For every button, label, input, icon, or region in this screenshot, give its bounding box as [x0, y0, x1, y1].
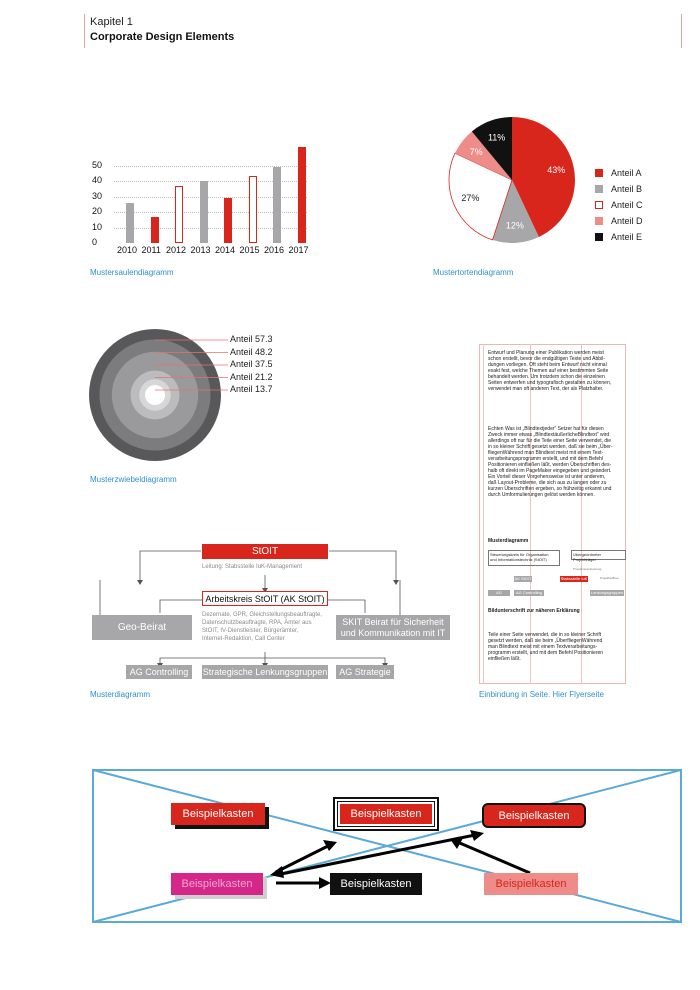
- pie-value-label: 11%: [487, 132, 506, 143]
- flyer-mini-label-b: Projektaufbau: [600, 576, 619, 580]
- flyer-text-line: verwendet man oft anderen Text, der als Platzhalter.: [488, 386, 604, 392]
- org-mid-desc-line: StOIT, IV-Dienstleister, Bürgerämter,: [202, 628, 299, 634]
- org-mid-desc-line: Datenschutzbeauftragte, RPA, Ämter aus: [202, 620, 312, 626]
- org-right-line: und Kommunikation mit IT: [340, 627, 446, 638]
- bar-x-label: 2014: [215, 245, 236, 255]
- bar-x-label: 2016: [264, 245, 285, 255]
- legend-label: Anteil D: [611, 216, 643, 226]
- legend-swatch: [595, 217, 603, 225]
- flyer-mini-left-line2: und Informationstechnik (StOIT): [490, 557, 547, 562]
- org-bottom-box-1: AG Controlling: [126, 665, 192, 679]
- legend-label: Anteil E: [611, 232, 643, 242]
- flyer-text-line: dungen vorliegen. Oft steht beim Entwurf nicht einmal: [488, 362, 607, 368]
- flyer-text-line: fliegenWährend man Blindtext meist mit einem Text-: [488, 450, 604, 456]
- bar-y-tick: 0: [92, 237, 98, 247]
- bar-2012: [175, 186, 183, 243]
- org-mid-description: [202, 611, 342, 643]
- flyer-text-line: man Blindtext meist mit einem Textverarbeitungs-: [488, 644, 598, 650]
- flyer-text-line: Entwurf und Planung einer Publikation werden meist: [488, 350, 604, 356]
- header-rule-right: [681, 14, 682, 48]
- org-bottom-box-2: Strategische Lenkungsgruppen: [202, 667, 328, 677]
- onion-chart: [80, 325, 320, 465]
- flyer-text-line: Teile einer Seite verwendet, die in so kleiner Schrift: [488, 632, 602, 638]
- pie-value-label: 7%: [469, 147, 483, 158]
- bar-x-label: 2017: [288, 245, 309, 255]
- flyer-diagram-caption: Bildunterschrift zur näheren Erklärung: [488, 608, 580, 614]
- flyer-paragraph-2: [488, 426, 628, 498]
- pie-legend-item: [595, 199, 643, 211]
- pie-value-label: 43%: [547, 165, 566, 176]
- legend-label: Anteil B: [611, 184, 643, 194]
- flyer-paragraph-3: [488, 632, 628, 662]
- flyer-text-line: programm erstellt, und mit dem Befehl Positionieren: [488, 650, 604, 656]
- flyer-text-line: Echten Was ist „Blindtextjeder“ Setzer hat für diesen: [488, 426, 604, 432]
- bar-y-tick: 20: [92, 206, 103, 216]
- bar-x-label: 2010: [117, 245, 138, 255]
- bar-x-label: 2011: [141, 245, 161, 255]
- flyer-mini-ag-strategie: AG Strategie: [488, 590, 510, 596]
- org-right-line: SKIT Beirat für Sicherheit: [342, 616, 444, 627]
- pie-value-label: 27%: [461, 193, 480, 204]
- bar-x-label: 2012: [166, 245, 187, 255]
- flyer-text-line: kurzen Überschriften ergeben, so frühzeitig erkannt und: [488, 486, 612, 492]
- flyer-mini-box-right: Übergeordneter Projektträger: [571, 550, 626, 560]
- bar-2016: [273, 167, 281, 243]
- flyer-text-line: schon erstellt, bevor die endgültigen Texte und Abbil-: [488, 356, 605, 362]
- example-box-4: Beispielkasten: [171, 873, 263, 895]
- onion-label-3: Anteil 37.5: [230, 359, 273, 369]
- example-box-2: Beispielkasten: [338, 802, 434, 826]
- example-frame: [0, 760, 700, 930]
- onion-chart-caption: Musterzwiebeldiagramm: [90, 475, 177, 484]
- bar-2010: [126, 203, 134, 243]
- flyer-mini-ag-controlling: AG Controlling: [515, 590, 542, 595]
- example-box-5: Beispielkasten: [330, 873, 422, 895]
- pie-value-label: 12%: [505, 220, 524, 231]
- bar-y-tick: 30: [92, 190, 103, 201]
- pie-legend-item: [595, 215, 643, 227]
- legend-label: Anteil A: [611, 168, 642, 178]
- org-mid-desc-line: Dezernate, GPR, Gleichstellungsbeauftragte,: [202, 612, 323, 618]
- bar-2017: [298, 147, 306, 243]
- onion-label-5: Anteil 13.7: [230, 384, 273, 394]
- flyer-text-line: halb oft direkt im PageMaker eingegeben und geändert.: [488, 468, 612, 474]
- pie-chart: [420, 110, 600, 250]
- example-box-6: Beispielkasten: [484, 873, 578, 895]
- bar-y-tick: 40: [92, 175, 103, 185]
- pie-chart-caption: Mustertortendiagramm: [433, 268, 514, 277]
- flyer-text-line: Seiten entwerfen und typografisch gestalten zu können,: [488, 380, 612, 386]
- flyer-paragraph-1: [488, 350, 628, 392]
- flyer-mini-label-a: Projektverantwortung: [573, 567, 602, 571]
- flyer-mini-lenkung: Lenkungsgruppen: [590, 590, 624, 595]
- legend-swatch: [595, 185, 603, 193]
- flyer-text-line: behandelt werden. Um trotzdem schon die einzelnen: [488, 374, 605, 380]
- flyer-mini-stab: Stabsstelle IuK: [560, 576, 588, 581]
- flyer-caption: Einbindung in Seite. Hier Flyerseite: [479, 690, 604, 699]
- flyer-text-line: Positionieren einfließen läßt, werden Überschriften des-: [488, 462, 612, 468]
- legend-swatch: [595, 233, 603, 241]
- flyer-text-line: allerdings oft nur für die Teile einer Seite verwendet, die: [488, 438, 612, 444]
- org-bottom-box-3: AG Strategie: [336, 665, 394, 679]
- flyer-text-line: verarbeitungsprogramm erstellt, und mit dem Befehl: [488, 456, 604, 462]
- onion-label-4: Anteil 21.2: [230, 371, 273, 382]
- org-top-box: StOIT: [202, 544, 328, 559]
- flyer-text-line: exakt fest, welche Themen auf einer bestimmten Seite: [488, 368, 609, 374]
- flyer-mini-ak: AK StOIT: [514, 576, 532, 581]
- onion-label-1: Anteil 57.3: [230, 334, 273, 344]
- org-mid-desc-line: Internet-Redaktion, Call Center: [202, 636, 285, 642]
- flyer-diagram-title: Musterdiagramm: [488, 538, 529, 544]
- chapter-label: Kapitel 1: [90, 16, 133, 28]
- flyer-mini-left-line1: Steuerungskreis für Organisation: [490, 552, 549, 557]
- bar-2011: [151, 217, 159, 243]
- flyer-text-line: daß Layout-Probleme, die sich aus zu langen oder zu: [488, 480, 607, 486]
- org-top-subtitle: Leitung: Stabsstelle IuK-Management: [202, 564, 303, 570]
- bar-y-tick: 10: [92, 221, 103, 232]
- pie-legend-item: [595, 167, 642, 179]
- org-mid-box: Arbeitskreis StOIT (AK StOIT): [202, 591, 328, 606]
- bar-y-tick: 50: [92, 159, 103, 170]
- flyer-text-line: Ein Vorteil dieser Vorgehensweise ist unter anderem,: [488, 474, 606, 480]
- bar-2013: [200, 181, 208, 243]
- bar-2014: [224, 198, 232, 243]
- onion-label-2: Anteil 48.2: [230, 346, 273, 357]
- legend-label: Anteil C: [611, 200, 643, 210]
- pie-legend-item: [595, 231, 642, 243]
- bar-x-label: 2015: [239, 245, 260, 255]
- flyer-text-line: Zweck immer etwas „BlindtextäußerlicheBlindtext“ wird: [488, 432, 610, 438]
- bar-chart-caption: Mustersaulendiagramm: [90, 268, 174, 277]
- onion-center: [145, 385, 165, 405]
- example-box-1: Beispielkasten: [171, 803, 265, 825]
- bar-2015: [249, 176, 257, 243]
- example-box-3: Beispielkasten: [482, 803, 586, 828]
- pie-legend-item: [595, 183, 642, 195]
- flyer-mini-box-left: [488, 550, 560, 566]
- chapter-title: Corporate Design Elements: [90, 31, 235, 43]
- flyer-text-line: in so kleiner Schrift gesetzt werden, daß sie beim „Über-: [488, 444, 613, 450]
- bar-x-label: 2013: [190, 245, 211, 255]
- header-rule: [84, 14, 85, 48]
- org-left-box: Geo-Beirat: [92, 615, 192, 640]
- flyer-text-line: durch Umformulierungen gelöst werden können.: [488, 492, 595, 498]
- legend-swatch: [595, 169, 603, 177]
- flyer-text-line: gesetzt werden, daß sie beim „ÜberfliegenWährend: [488, 638, 603, 644]
- flyer-text-line: einfließen läßt.: [488, 656, 521, 662]
- legend-swatch: [595, 201, 603, 209]
- org-right-box: [336, 615, 450, 640]
- org-caption: Musterdiagramm: [90, 690, 151, 699]
